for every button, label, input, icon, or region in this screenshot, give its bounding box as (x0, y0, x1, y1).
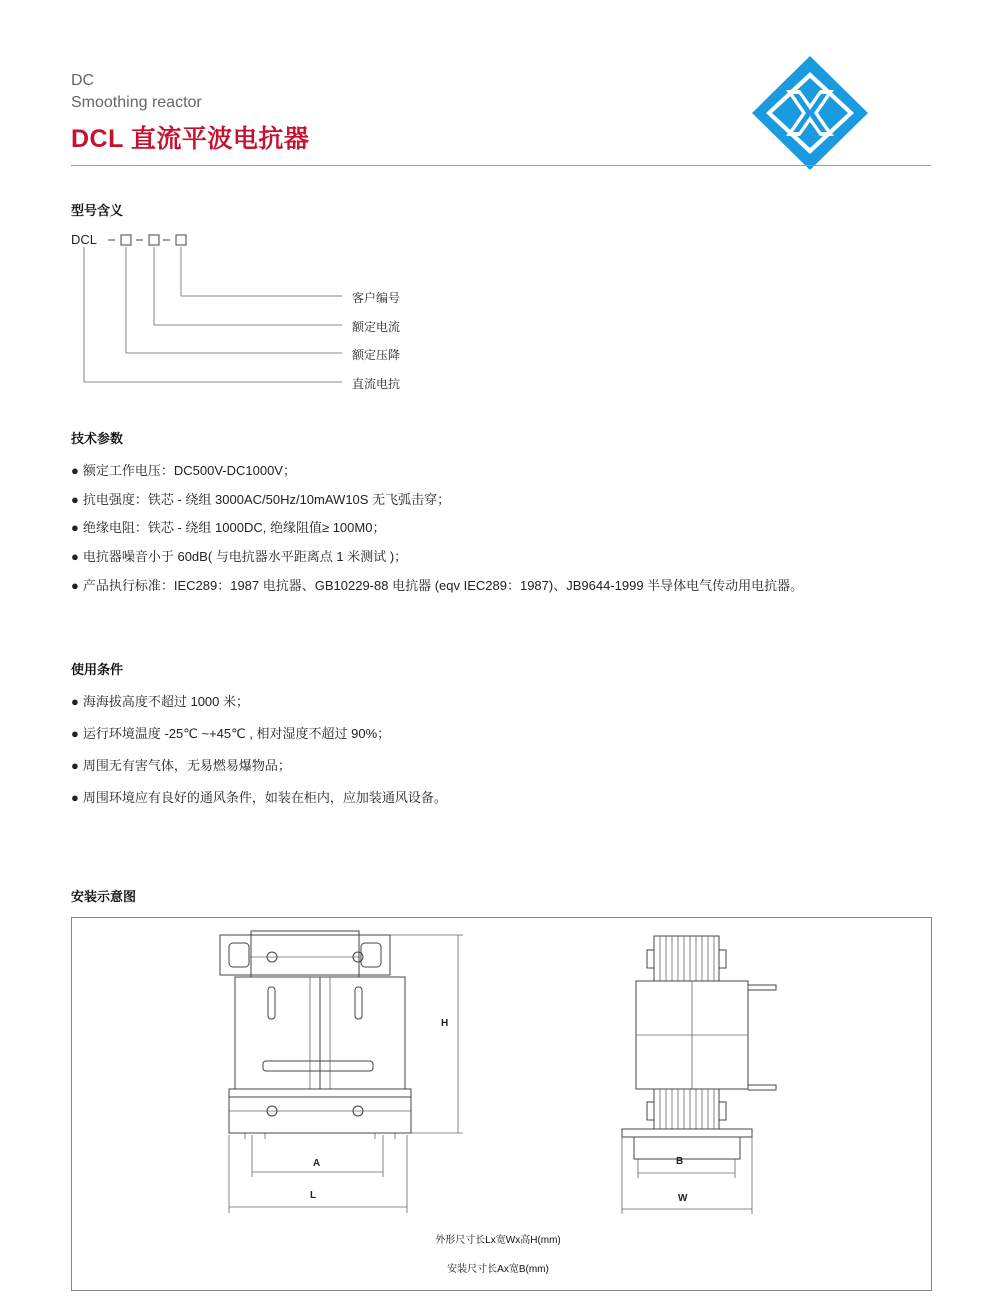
tech-item: ● 电抗器噪音小于 60dB( 与电抗器水平距离点 1 米测试 )； (71, 549, 408, 564)
dim-label-b: B (676, 1156, 684, 1167)
front-view-drawing (215, 925, 475, 1220)
section-title-usage: 使用条件 (71, 662, 124, 677)
usage-item: ● 周围无有害气体，无易燃易爆物品； (71, 758, 291, 773)
code-box-3 (176, 235, 186, 245)
tech-item: ● 抗电强度：铁芯 - 绕组 3000AC/50Hz/10mAW10S 无飞弧击穿； (71, 492, 451, 507)
dim-label-w: W (678, 1193, 688, 1204)
dim-label-a: A (313, 1158, 321, 1169)
page-title: DCL 直流平波电抗器 (71, 125, 310, 153)
code-box-2 (149, 235, 159, 245)
header-line-subtitle: Smoothing reactor (71, 94, 202, 111)
tech-item: ● 产品执行标准：IEC289：1987 电抗器、GB10229-88 电抗器 (eqv IEC289：1987)、JB9644-1999 半导体电气传动用电抗器。 (71, 578, 804, 593)
tech-item: ● 额定工作电压：DC500V-DC1000V； (71, 463, 296, 478)
model-label-rated-current: 额定电流 (352, 320, 401, 334)
model-code-diagram (60, 228, 420, 398)
caption-mounting-dimensions: 安装尺寸长Ax宽B(mm) (447, 1264, 549, 1275)
side-view-drawing (614, 930, 784, 1220)
model-label-dc-reactance: 直流电抗 (352, 377, 401, 391)
usage-item: ● 海海拔高度不超过 1000 米； (71, 694, 250, 709)
section-title-tech: 技术参数 (71, 431, 124, 446)
model-label-rated-voltage-drop: 额定压降 (352, 348, 401, 362)
section-title-install: 安装示意图 (71, 889, 137, 904)
usage-item: ● 周围环境应有良好的通风条件，如装在柜内，应加装通风设备。 (71, 790, 447, 805)
tech-item: ● 绝缘电阻：铁芯 - 绕组 1000DC, 绝缘阻值≥ 100M0； (71, 520, 386, 535)
section-title-model: 型号含义 (71, 203, 124, 218)
usage-item: ● 运行环境温度 -25℃ ~+45℃ , 相对湿度不超过 90%； (71, 726, 391, 741)
header-rule (71, 165, 931, 166)
code-box-1 (121, 235, 131, 245)
model-label-customer-code: 客户编号 (352, 291, 401, 305)
header-line-dc: DC (71, 72, 95, 89)
dim-label-h: H (441, 1018, 449, 1029)
model-code: DCL (71, 232, 98, 247)
caption-overall-dimensions: 外形尺寸长Lx宽Wx高H(mm) (435, 1235, 561, 1246)
company-logo (752, 56, 868, 170)
dim-label-l: L (310, 1190, 317, 1201)
